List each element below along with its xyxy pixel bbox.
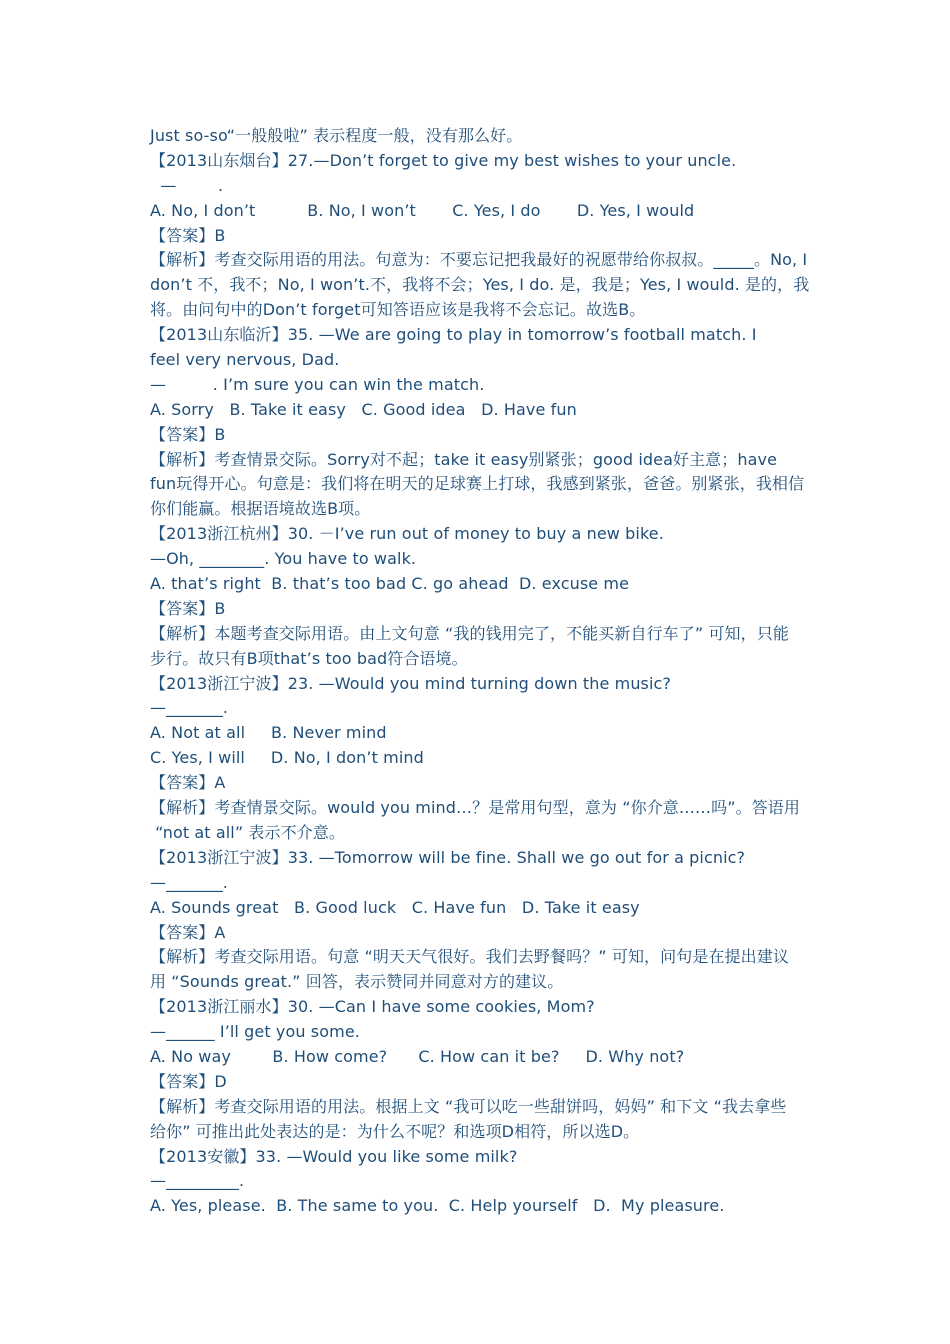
text-line: 【解析】考查交际用语。句意 “明天天气很好。我们去野餐吗？” 可知，问句是在提出建议 bbox=[150, 947, 789, 967]
text-line: C. Yes, I will D. No, I don’t mind bbox=[150, 748, 424, 768]
text-line: 将。由问句中的Don’t forget可知答语应该是我将不会忘记。故选B。 bbox=[150, 300, 646, 320]
text-line: fun玩得开心。句意是：我们将在明天的足球赛上打球，我感到紧张，爸爸。别紧张，我相信 bbox=[150, 474, 805, 494]
text-line: “not at all” 表示不介意。 bbox=[150, 822, 346, 842]
text-line: 【2013山东临沂】35. —We are going to play in tomorrow’s football match. I bbox=[150, 325, 757, 345]
text-line: A. Not at all B. Never mind bbox=[150, 723, 387, 743]
text-line: —Oh, ________. You have to walk. bbox=[150, 549, 417, 569]
text-line: feel very nervous, Dad. bbox=[150, 350, 340, 370]
text-line: 【解析】考查交际用语的用法。句意为：不要忘记把我最好的祝愿带给你叔叔。_____。No, I bbox=[150, 250, 808, 270]
text-line: —_______. bbox=[150, 698, 228, 718]
text-line: —______ I’ll get you some. bbox=[150, 1022, 360, 1042]
text-line: 【2013浙江丽水】30. —Can I have some cookies, Mom? bbox=[150, 997, 595, 1017]
text-line: 【答案】A bbox=[150, 922, 226, 942]
text-line: 【2013浙江宁波】23. —Would you mind turning down the music? bbox=[150, 673, 672, 693]
text-line: A. Sorry B. Take it easy C. Good idea D. Have fun bbox=[150, 399, 577, 419]
text-line: 步行。故只有B项that’s too bad符合语境。 bbox=[150, 648, 468, 668]
text-line: —_______. bbox=[150, 872, 228, 892]
text-line: 【解析】考查情景交际。Sorry对不起；take it easy别紧张；good idea好主意；have bbox=[150, 449, 778, 469]
text-line: 【答案】B bbox=[150, 225, 226, 245]
text-line: — . I’m sure you can win the match. bbox=[150, 374, 485, 394]
text-line: 【答案】A bbox=[150, 773, 226, 793]
text-line: Just so-so“一般般啦” 表示程度一般，没有那么好。 bbox=[150, 126, 523, 145]
text-line: A. Yes, please. B. The same to you. C. Help yourself D. My pleasure. bbox=[150, 1196, 725, 1216]
text-line: 【解析】本题考查交际用语。由上文句意 “我的钱用完了，不能买新自行车了” 可知，只能 bbox=[150, 623, 789, 643]
text-line: 【2013山东烟台】27.—Don’t forget to give my best wishes to your uncle. bbox=[150, 150, 737, 170]
text-line: 【2013浙江杭州】30. －I’ve run out of money to buy a new bike. bbox=[150, 524, 664, 544]
text-line: 【2013安徽】33. —Would you like some milk? bbox=[150, 1146, 518, 1166]
text-line: A. Sounds great B. Good luck C. Have fun D. Take it easy bbox=[150, 897, 640, 917]
text-line: 给你” 可推出此处表达的是：为什么不呢？和选项D相符，所以选D。 bbox=[150, 1121, 640, 1141]
text-line: 【解析】考查情景交际。would you mind…？是常用句型，意为 “你介意……吗”。答语用 bbox=[150, 798, 800, 818]
text-line: 【答案】B bbox=[150, 598, 226, 618]
text-line: 你们能赢。根据语境故选B项。 bbox=[150, 499, 371, 519]
text-line: 【答案】D bbox=[150, 1071, 227, 1091]
text-line: A. that’s right B. that’s too bad C. go ahead D. excuse me bbox=[150, 574, 630, 594]
document-body bbox=[150, 124, 810, 1219]
text-line: 【答案】B bbox=[150, 424, 226, 444]
text-line: don’t 不，我不；No, I won’t.不，我将不会；Yes, I do. 是，我是；Yes, I would. 是的，我 bbox=[150, 275, 810, 295]
text-line: —_________. bbox=[150, 1171, 245, 1191]
text-line: — . bbox=[150, 175, 224, 195]
text-line: 用 “Sounds great.” 回答，表示赞同并同意对方的建议。 bbox=[150, 972, 564, 992]
text-line: 【2013浙江宁波】33. —Tomorrow will be fine. Shall we go out for a picnic? bbox=[150, 847, 746, 867]
text-line: A. No, I don’t B. No, I won’t C. Yes, I do D. Yes, I would bbox=[150, 200, 695, 220]
text-line: 【解析】考查交际用语的用法。根据上文 “我可以吃一些甜饼吗，妈妈” 和下文 “我去拿些 bbox=[150, 1096, 787, 1116]
text-line: A. No way B. How come? C. How can it be? D. Why not? bbox=[150, 1046, 685, 1066]
